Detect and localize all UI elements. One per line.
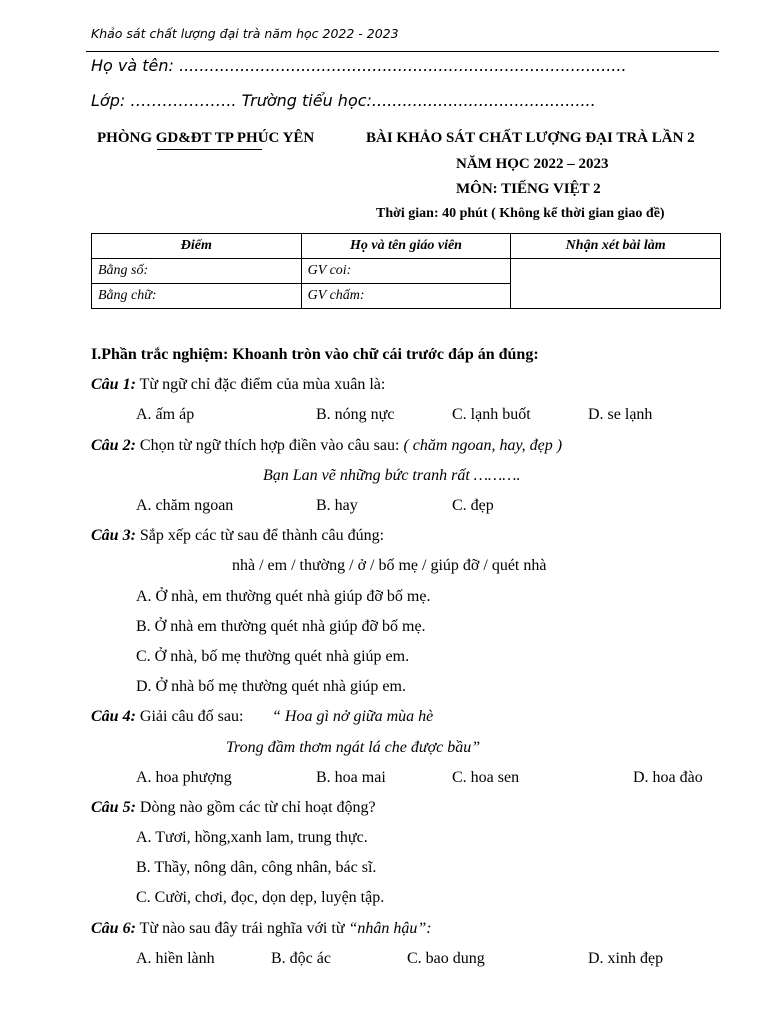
school-year: NĂM HỌC 2022 – 2023 bbox=[456, 156, 609, 172]
grade-table bbox=[91, 233, 721, 309]
q2-option-b[interactable]: B. hay bbox=[316, 497, 358, 514]
q2-sentence: Bạn Lan vẽ những bức tranh rất ………. bbox=[263, 467, 521, 484]
question-text: Dòng nào gồm các từ chỉ hoạt động? bbox=[135, 799, 376, 816]
q6-option-c[interactable]: C. bao dung bbox=[407, 950, 485, 967]
question-label: Câu 5: bbox=[91, 799, 136, 816]
question-label: Câu 6: bbox=[91, 920, 136, 937]
question-label: Câu 1: bbox=[91, 376, 136, 393]
header-teacher-name: Họ và tên giáo viên bbox=[301, 234, 511, 259]
question-quoted-word: “nhân hậu”: bbox=[348, 920, 432, 937]
comments-cell[interactable] bbox=[511, 259, 721, 309]
q1-option-c[interactable]: C. lạnh buốt bbox=[452, 406, 531, 423]
question-text: Từ ngữ chỉ đặc điểm của mùa xuân là: bbox=[135, 376, 386, 393]
question-text: Từ nào sau đây trái nghĩa với từ bbox=[135, 920, 349, 937]
class-school-line: Lớp: ……………….. Trường tiểu học:............................................ bbox=[91, 91, 596, 110]
q4-option-d[interactable]: D. hoa đào bbox=[633, 769, 703, 786]
question-5 bbox=[91, 799, 376, 817]
subject-title: MÔN: TIẾNG VIỆT 2 bbox=[456, 181, 601, 197]
score-in-words-cell[interactable]: Bằng chữ: bbox=[92, 284, 302, 309]
q3-option-c[interactable]: C. Ở nhà, bố mẹ thường quét nhà giúp em. bbox=[136, 648, 410, 665]
question-label: Câu 2: bbox=[91, 437, 136, 454]
q3-option-b[interactable]: B. Ở nhà em thường quét nhà giúp đỡ bố mẹ. bbox=[136, 618, 426, 635]
header-score: Điểm bbox=[92, 234, 302, 259]
q1-option-b[interactable]: B. nóng nực bbox=[316, 406, 395, 423]
q5-option-a[interactable]: A. Tươi, hồng,xanh lam, trung thực. bbox=[136, 829, 368, 846]
header-divider bbox=[86, 51, 719, 52]
q4-option-c[interactable]: C. hoa sen bbox=[452, 769, 520, 786]
table-row bbox=[92, 259, 721, 284]
q3-option-a[interactable]: A. Ở nhà, em thường quét nhà giúp đỡ bố mẹ. bbox=[136, 588, 431, 605]
question-1 bbox=[91, 376, 385, 394]
proctor-teacher-cell[interactable]: GV coi: bbox=[301, 259, 511, 284]
q6-option-b[interactable]: B. độc ác bbox=[271, 950, 331, 967]
header-note: Khảo sát chất lượng đại trà năm học 2022 - 2023 bbox=[91, 26, 399, 41]
q1-option-d[interactable]: D. se lạnh bbox=[588, 406, 653, 423]
question-label: Câu 3: bbox=[91, 527, 136, 544]
question-text: Sắp xếp các từ sau để thành câu đúng: bbox=[135, 527, 385, 544]
q4-riddle-line-2: Trong đầm thơm ngát lá che được bầu” bbox=[226, 739, 481, 756]
exam-title: BÀI KHẢO SÁT CHẤT LƯỢNG ĐẠI TRÀ LẦN 2 bbox=[366, 130, 695, 146]
question-4 bbox=[91, 708, 243, 726]
question-text: Giải câu đố sau: bbox=[135, 708, 244, 725]
exam-duration: Thời gian: 40 phút ( Không kể thời gian giao đề) bbox=[376, 206, 665, 221]
question-6 bbox=[91, 920, 432, 938]
grade-table-header-row bbox=[92, 234, 721, 259]
q4-option-a[interactable]: A. hoa phượng bbox=[136, 769, 232, 786]
q6-option-d[interactable]: D. xinh đẹp bbox=[588, 950, 664, 967]
q3-option-d[interactable]: D. Ở nhà bố mẹ thường quét nhà giúp em. bbox=[136, 678, 406, 695]
q2-option-a[interactable]: A. chăm ngoan bbox=[136, 497, 234, 514]
q4-option-b[interactable]: B. hoa mai bbox=[316, 769, 386, 786]
q1-option-a[interactable]: A. ấm áp bbox=[136, 406, 195, 423]
q4-riddle-line-1: “ Hoa gì nở giữa mùa hè bbox=[272, 708, 434, 725]
q5-option-b[interactable]: B. Thầy, nông dân, công nhân, bác sĩ. bbox=[136, 859, 377, 876]
score-in-digits-cell[interactable]: Bằng số: bbox=[92, 259, 302, 284]
q2-option-c[interactable]: C. đẹp bbox=[452, 497, 494, 514]
department-name: PHÒNG GD&ĐT TP PHÚC YÊN bbox=[97, 130, 315, 146]
department-underline bbox=[157, 149, 262, 150]
question-hint: ( chăm ngoan, hay, đẹp ) bbox=[403, 437, 563, 454]
q5-option-c[interactable]: C. Cười, chơi, đọc, dọn dẹp, luyện tập. bbox=[136, 889, 385, 906]
student-name-line: Họ và tên: ........................................................................................ bbox=[91, 56, 627, 75]
header-comments: Nhận xét bài làm bbox=[511, 234, 721, 259]
section-title: I.Phần trắc nghiệm: Khoanh tròn vào chữ cái trước đáp án đúng: bbox=[91, 346, 539, 363]
q3-word-list: nhà / em / thường / ở / bố mẹ / giúp đỡ / quét nhà bbox=[232, 557, 547, 574]
question-label: Câu 4: bbox=[91, 708, 136, 725]
grader-teacher-cell[interactable]: GV chấm: bbox=[301, 284, 511, 309]
question-3 bbox=[91, 527, 384, 545]
question-text: Chọn từ ngữ thích hợp điền vào câu sau: bbox=[135, 437, 404, 454]
question-2 bbox=[91, 437, 562, 455]
q6-option-a[interactable]: A. hiền lành bbox=[136, 950, 215, 967]
